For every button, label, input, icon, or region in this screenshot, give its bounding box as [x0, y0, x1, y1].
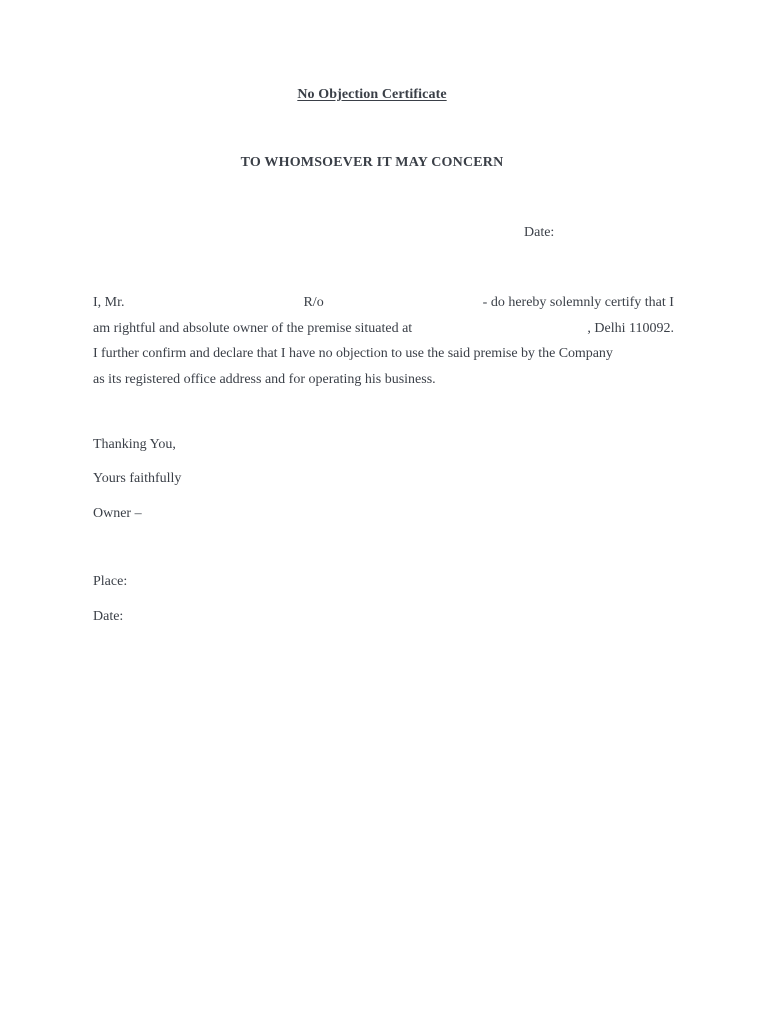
certificate-body	[93, 290, 674, 392]
closing-thanks: Thanking You,	[93, 437, 176, 452]
body-line-4: as its registered office address and for operating his business.	[93, 371, 436, 387]
place-label: Place:	[93, 574, 128, 589]
salutation-heading: TO WHOMSOEVER IT MAY CONCERN	[240, 155, 504, 170]
body-line-1	[93, 290, 674, 316]
owner-name-prefix: I, Mr.	[93, 295, 125, 310]
document-title: No Objection Certificate	[297, 87, 447, 102]
closing-yours-faithfully: Yours faithfully	[93, 471, 182, 486]
premise-address-blank	[432, 316, 568, 342]
residence-blank	[330, 290, 476, 316]
certify-text: - do hereby solemnly certify that I	[482, 295, 674, 310]
header-date-label: Date:	[524, 225, 555, 240]
owner-name-blank	[131, 290, 297, 316]
premise-text: am rightful and absolute owner of the premise situated at	[93, 320, 413, 336]
premise-city: , Delhi 110092.	[587, 320, 674, 336]
footer-date-label: Date:	[93, 609, 124, 624]
body-line-3: I further confirm and declare that I have no objection to use the said premise by the Company	[93, 346, 613, 361]
body-line-2	[93, 316, 674, 342]
owner-signature-label: Owner –	[93, 506, 142, 521]
residence-prefix: R/o	[303, 295, 324, 310]
